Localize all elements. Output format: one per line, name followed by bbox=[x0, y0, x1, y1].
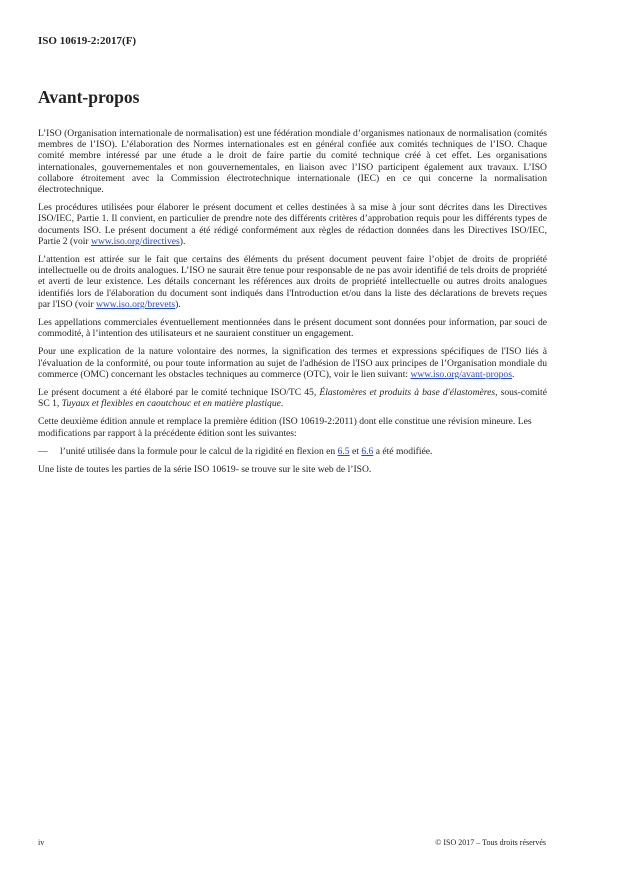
text: Les procédures utilisées pour élaborer le présent document et celles destinées à sa mise à jour sont décrites dans les Directives ISO/IEC, Partie 1. Il convient, en particulier de prendre note des différents critères d’approbation requis pour les différents types de documents ISO. Le présent document a été rédigé conformément aux règles de rédaction données dans les Directives ISO/IEC, Partie 2 (voir bbox=[38, 202, 547, 247]
text: Pour une explication de la nature volontaire des normes, la signification des termes et expressions spécifiques de l'ISO liés à l'évaluation de la conformité, ou pour toute information au sujet de l'adhésion de l'ISO aux principes de l’Organisation mondiale du commerce (OMC) concernant les obstacles techniques au commerce (OTC), voir le lien suivant: bbox=[38, 346, 547, 380]
paragraph bbox=[38, 317, 547, 339]
copyright-notice: © ISO 2017 – Tous droits réservés bbox=[435, 838, 546, 847]
list-dash: — bbox=[38, 445, 48, 457]
hyperlink[interactable]: www.iso.org/avant-propos bbox=[410, 368, 512, 380]
text: et bbox=[349, 445, 362, 457]
page-number: iv bbox=[38, 838, 45, 847]
text: . bbox=[511, 368, 515, 380]
text: Une liste de toutes les parties de la série ISO 10619- se trouve sur le site web de l’ISO. bbox=[38, 464, 372, 476]
paragraph bbox=[38, 387, 547, 409]
text: a été modifiée. bbox=[373, 445, 433, 457]
paragraph bbox=[38, 416, 547, 438]
paragraph bbox=[38, 464, 547, 475]
hyperlink[interactable]: 6.6 bbox=[361, 445, 374, 457]
italic-text: Tuyaux et flexibles en caoutchouc et en matière plastique bbox=[61, 398, 281, 410]
paragraph bbox=[38, 202, 547, 247]
paragraph bbox=[38, 346, 547, 380]
text: Cette deuxième édition annule et remplace la première édition (ISO 10619-2:2011) dont elle constitue une révision mineure. Les modifications par rapport à la précédente édition sont les suivantes: bbox=[38, 416, 532, 439]
document-id-header: ISO 10619-2:2017(F) bbox=[38, 35, 137, 47]
text: . bbox=[280, 398, 284, 410]
paragraph bbox=[38, 254, 547, 310]
text: L’attention est attirée sur le fait que certains des éléments du présent document peuvent faire l’objet de droits de propriété intellectuelle ou de droits analogues. L’ISO ne saurait être tenue pour responsable de ne pas avoir identifié de tels droits de propriété et averti de leur existence. Les détails concernant les références aux droits de propriété intellectuelle ou autres droits analogues identifiés lors de l'élaboration du document sont indiqués dans l'Introduction et/ou dans la liste des déclarations de brevets reçues par l'ISO (voir bbox=[38, 254, 547, 310]
hyperlink[interactable]: 6.5 bbox=[337, 445, 350, 457]
text: ). bbox=[175, 298, 181, 310]
hyperlink[interactable]: www.iso.org/brevets bbox=[95, 298, 176, 310]
text: l’unité utilisée dans la formule pour le calcul de la rigidité en flexion en bbox=[60, 445, 338, 457]
paragraph bbox=[38, 446, 547, 457]
text: Les appellations commerciales éventuellement mentionnées dans le présent document sont données pour information, par souci de commodité, à l’intention des utilisateurs et ne sauraient constituer un engagement. bbox=[38, 317, 547, 340]
text: Le présent document a été élaboré par le comité technique ISO/TC 45, bbox=[38, 387, 320, 399]
italic-text: Élastomères et produits à base d'élastomères bbox=[319, 387, 496, 399]
text: ). bbox=[179, 235, 186, 247]
text: , sous-comité SC 1, bbox=[38, 387, 547, 410]
document-body bbox=[38, 128, 547, 482]
hyperlink[interactable]: www.iso.org/directives bbox=[91, 235, 180, 247]
paragraph bbox=[38, 128, 547, 195]
page-title: Avant-propos bbox=[38, 87, 140, 107]
text: L’ISO (Organisation internationale de normalisation) est une fédération mondiale d’organismes nationaux de normalisation (comités membres de l’ISO). L’élaboration des Normes internationales est en général confiée aux comités techniques de l’ISO. Chaque comité membre intéressé par une étude a le droit de faire partie du comité technique créé à cet effet. Les organisations internationales, gouvernementales et non gouvernementales, en liaison avec l’ISO participent également aux travaux. L’ISO collabore étroitement avec la Commission électrotechnique internationale (IEC) en ce qui concerne la normalisation électrotechnique. bbox=[38, 128, 547, 196]
